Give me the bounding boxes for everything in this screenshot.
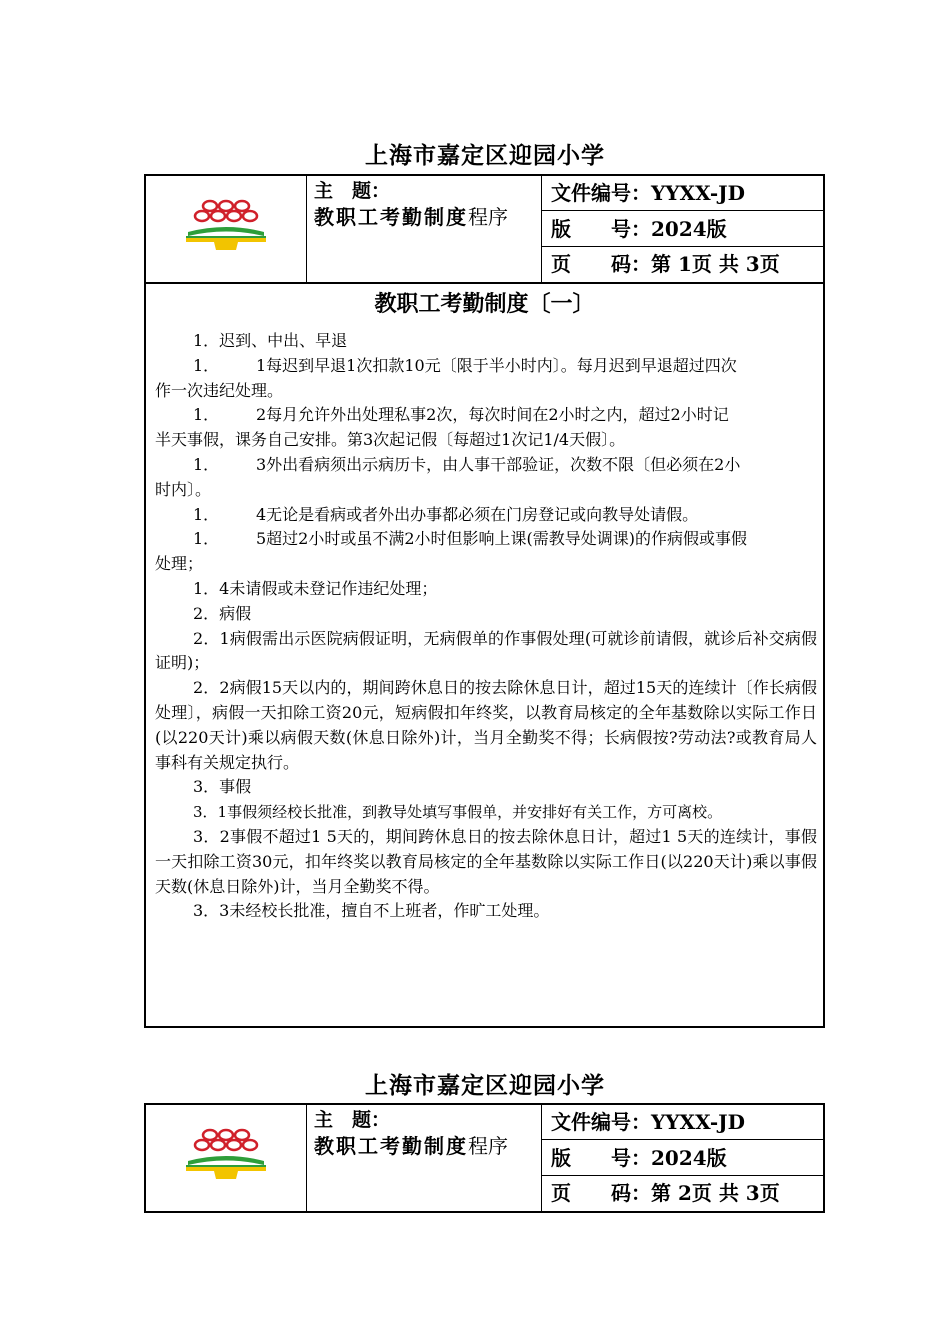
subject-text [314, 1133, 533, 1159]
section-heading: 3．事假 [193, 777, 252, 797]
paragraph: 3．1事假须经校长批准，到教导处填写事假单，并安排好有关工作，方可离校。 [193, 803, 723, 822]
list-item [155, 354, 817, 379]
info-cell [542, 176, 823, 282]
list-item [155, 527, 817, 552]
paragraph: 3．2事假不超过1 5天的，期间跨休息日的按去除休息日计，超过1 5天的连续计，事假一天扣除工资30元，扣年终奖以教育局核定的全年基数除以实际工作日(以220天计)乘以事假天数(休息日除外)计，当月全勤奖不得。 [155, 826, 817, 896]
school-name: 上海市嘉定区迎园小学 [365, 142, 605, 169]
school-name: 上海市嘉定区迎园小学 [365, 1072, 605, 1099]
document-content [155, 329, 817, 924]
doc-number: 文件编号：YYXX-JD [542, 176, 823, 211]
list-item [155, 503, 817, 528]
subject-rest: 程序 [468, 1134, 508, 1158]
logo-cell [146, 1105, 307, 1211]
version: 版 号：2024版 [542, 212, 823, 247]
info-cell [542, 1105, 823, 1211]
paragraph: 2．2病假15天以内的，期间跨休息日的按去除休息日计，超过15天的连续计〔作长病假处理〕，病假一天扣除工资20元，短病假扣年终奖，以教育局核定的全年基数除以实际工作日(以220天计)乘以病假天数(休息日除外)计，当月全勤奖不得；长病假按?劳动法?或教育局人事科有关规定执行。 [155, 678, 817, 772]
logo-cell [146, 176, 307, 282]
list-continuation: 处理； [155, 554, 204, 574]
list-number: 1． [193, 405, 220, 425]
list-text: 5超过2小时或虽不满2小时但影响上课(需教导处调课)的作病假或事假 [256, 529, 748, 549]
list-item [155, 403, 817, 428]
list-number: 1． [193, 504, 220, 524]
list-number: 1． [193, 454, 220, 474]
list-continuation: 时内〕。 [155, 479, 212, 499]
subject-bold: 教职工考勤制度 [314, 205, 468, 229]
subject-rest: 程序 [468, 205, 508, 229]
paragraph: 3．3未经校长批准，擅自不上班者，作旷工处理。 [193, 901, 550, 921]
page-number: 页 码：第 2页 共 3页 [551, 1181, 780, 1205]
paragraph: 2．1病假需出示医院病假证明，无病假单的作事假处理(可就诊前请假，就诊后补交病假证明)； [155, 628, 817, 673]
list-continuation: 作一次违纪处理。 [155, 380, 284, 400]
subject-cell [306, 176, 542, 282]
list-item [155, 453, 817, 478]
school-logo-icon [180, 1127, 272, 1183]
section-heading: 2．病假 [193, 603, 252, 623]
subject-label: 主 题： [314, 180, 391, 202]
subject-cell [306, 1105, 542, 1211]
list-text: 3外出看病须出示病历卡，由人事干部验证，次数不限〔但必须在2小 [256, 454, 741, 474]
school-logo-icon [180, 198, 272, 254]
subject-bold: 教职工考勤制度 [314, 1134, 468, 1158]
list-number: 1． [193, 355, 220, 375]
subject-label: 主 题： [314, 1109, 391, 1131]
page-number: 页 码：第 1页 共 3页 [551, 252, 780, 276]
document-body [144, 283, 825, 1028]
document-header-table [144, 174, 825, 284]
section-heading: 1．迟到、中出、早退 [193, 331, 348, 350]
version: 版 号：2024版 [542, 1141, 823, 1176]
list-text: 2每月允许外出处理私事2次，每次时间在2小时之内，超过2小时记 [256, 405, 729, 425]
doc-number: 文件编号：YYXX-JD [542, 1105, 823, 1140]
list-number: 1． [193, 529, 220, 549]
subject-text [314, 204, 533, 230]
list-text: 1每迟到早退1次扣款10元〔限于半小时内〕。每月迟到早退超过四次 [256, 355, 737, 375]
list-text: 4无论是看病或者外出办事都必须在门房登记或向教导处请假。 [256, 504, 699, 524]
list-continuation: 半天事假，课务自己安排。第3次起记假〔每超过1次记1/4天假〕。 [155, 430, 626, 450]
paragraph: 1．4未请假或未登记作违纪处理； [193, 578, 438, 598]
document-header-table [144, 1103, 825, 1213]
document-title: 教职工考勤制度〔一〕 [374, 291, 595, 317]
